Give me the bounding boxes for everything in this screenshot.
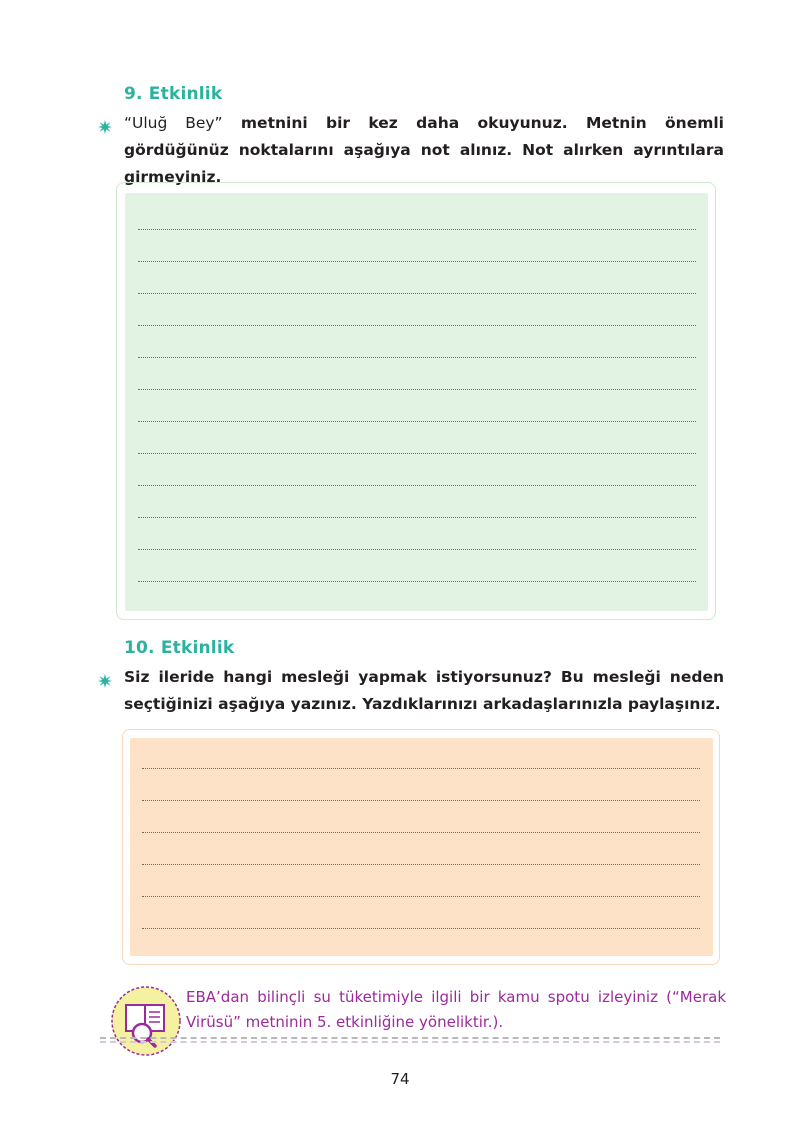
writing-line bbox=[138, 517, 696, 518]
writing-line bbox=[142, 864, 700, 865]
writing-line bbox=[138, 261, 696, 262]
writing-line bbox=[138, 389, 696, 390]
star-bullet-icon bbox=[98, 120, 112, 134]
activity-9-instruction bbox=[124, 110, 724, 191]
quoted-title: “Uluğ Bey” bbox=[124, 114, 223, 132]
writing-line bbox=[138, 325, 696, 326]
page-number: 74 bbox=[390, 1070, 410, 1088]
star-bullet-icon bbox=[98, 674, 112, 688]
writing-line bbox=[138, 421, 696, 422]
writing-line bbox=[142, 896, 700, 897]
eba-note: EBA’dan bilinçli su tüketimiyle ilgili bir kamu spotu izleyiniz (“Merak Virüsü” metninin 5. etkinliğine yöneliktir.). bbox=[186, 988, 726, 1031]
activity-10-instruction: Siz ileride hangi mesleği yapmak istiyorsunuz? Bu mesleği neden seçtiğinizi aşağıya yazınız. Yazdıklarınızı arkadaşlarınızla paylaşınız. bbox=[124, 668, 724, 713]
writing-line bbox=[138, 229, 696, 230]
divider-line bbox=[100, 1041, 720, 1043]
writing-line bbox=[138, 293, 696, 294]
divider-line bbox=[100, 1037, 720, 1039]
writing-line bbox=[142, 832, 700, 833]
activity-10-title: 10. Etkinlik bbox=[124, 638, 235, 658]
writing-line bbox=[142, 928, 700, 929]
writing-line bbox=[138, 357, 696, 358]
writing-line bbox=[138, 581, 696, 582]
book-magnifier-icon bbox=[108, 983, 184, 1059]
writing-line bbox=[142, 800, 700, 801]
writing-line bbox=[138, 549, 696, 550]
writing-line bbox=[138, 485, 696, 486]
instruction-text: metnini bir kez daha okuyunuz. Metnin önemli gördüğünüz noktalarını aşağıya not alınız. Not alırken ayrıntılara girmeyiniz. bbox=[124, 114, 724, 186]
writing-line bbox=[142, 768, 700, 769]
activity-9-title: 9. Etkinlik bbox=[124, 84, 223, 104]
writing-line bbox=[138, 453, 696, 454]
answer-area[interactable] bbox=[130, 738, 713, 956]
